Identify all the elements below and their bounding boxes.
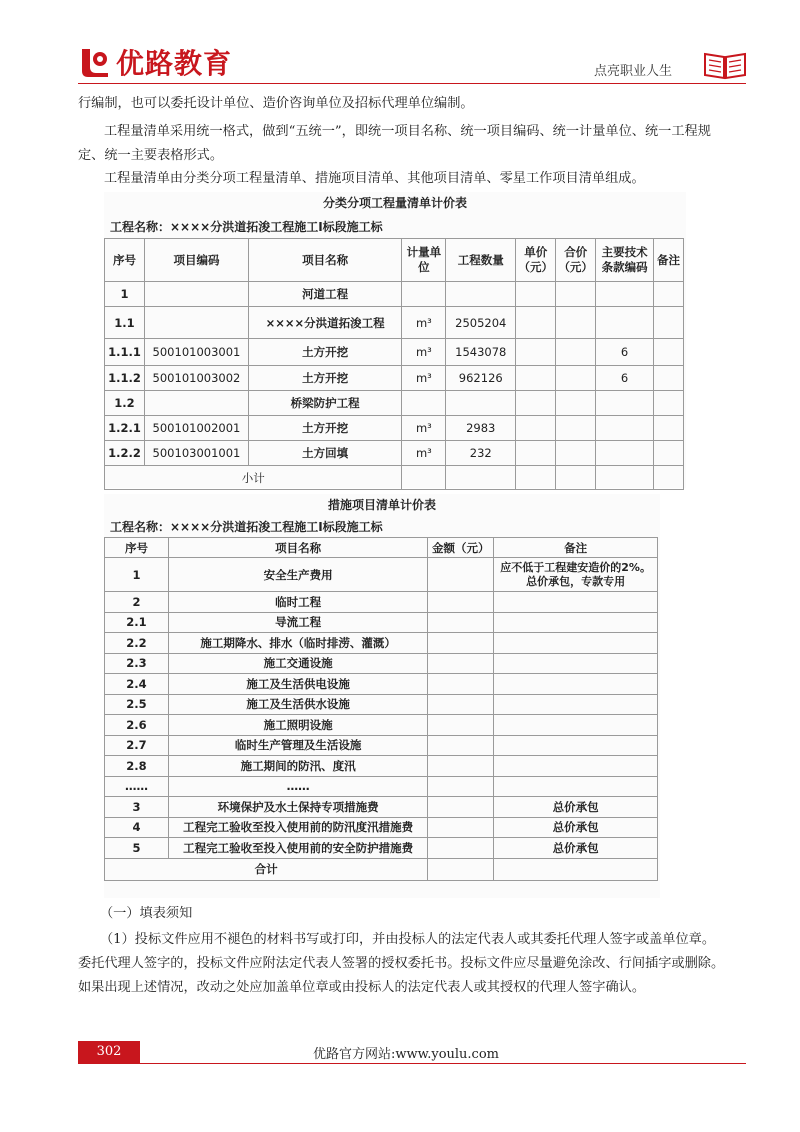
table1-header-cell: 项目名称 xyxy=(248,239,401,282)
table2-row xyxy=(105,715,658,736)
table1-cell xyxy=(653,416,683,441)
table1-cell xyxy=(653,307,683,339)
table2-project-name: 工程名称：××××分洪道拓浚工程施工Ⅰ标段施工标 xyxy=(110,520,383,534)
table1-cell: 1543078 xyxy=(446,339,516,366)
table1-cell xyxy=(516,391,556,416)
table2-cell: 总价承包 xyxy=(494,797,658,818)
table2-cell xyxy=(494,612,658,633)
page-header xyxy=(0,0,800,90)
table1-cell xyxy=(556,282,596,307)
table2-cell xyxy=(494,592,658,613)
table1-cell xyxy=(516,339,556,366)
table1-row xyxy=(105,339,684,366)
table1-cell xyxy=(446,282,516,307)
table1-cell: 土方开挖 xyxy=(248,366,401,391)
table1-cell: 1.2.1 xyxy=(105,416,145,441)
table2-cell: 2.8 xyxy=(105,756,169,777)
paragraph-1: 行编制，也可以委托设计单位、造价咨询单位及招标代理单位编制。 xyxy=(78,96,474,111)
table1-cell: 桥梁防护工程 xyxy=(248,391,401,416)
table1-cell: 1.1.1 xyxy=(105,339,145,366)
table1-row xyxy=(105,416,684,441)
table2-cell: 安全生产费用 xyxy=(168,558,427,592)
table1-cell xyxy=(596,307,654,339)
table2-cell xyxy=(428,838,494,859)
table1-row xyxy=(105,441,684,466)
table1-cell xyxy=(144,391,248,416)
table1-cell: 1.1.2 xyxy=(105,366,145,391)
table2-cell xyxy=(428,674,494,695)
table2-header-cell: 金额（元） xyxy=(428,538,494,558)
table2-cell xyxy=(494,735,658,756)
table2-title: 措施项目清单计价表 xyxy=(327,498,436,512)
measures-table-image xyxy=(104,494,660,898)
table2-cell: 总价承包 xyxy=(494,838,658,859)
table2-cell: 工程完工验收至投入使用前的防汛度汛措施费 xyxy=(168,817,427,838)
table2-cell xyxy=(494,674,658,695)
table2-row xyxy=(105,756,658,777)
table2-cell: 导流工程 xyxy=(168,612,427,633)
table2-cell: 应不低于工程建安造价的2%。总价承包，专款专用 xyxy=(494,558,658,592)
table1-cell xyxy=(516,307,556,339)
table2-cell xyxy=(494,756,658,777)
table1-cell: m³ xyxy=(402,416,446,441)
table2-row xyxy=(105,633,658,654)
table1-cell xyxy=(556,307,596,339)
table2-cell: 2.3 xyxy=(105,653,169,674)
table1-cell: m³ xyxy=(402,339,446,366)
table1-cell xyxy=(144,282,248,307)
table1-cell: 河道工程 xyxy=(248,282,401,307)
table1-row xyxy=(105,307,684,339)
table1-cell: 962126 xyxy=(446,366,516,391)
table1-row xyxy=(105,366,684,391)
table1-cell xyxy=(556,366,596,391)
table2-cell: 4 xyxy=(105,817,169,838)
table2-total-row xyxy=(105,858,658,880)
table2-row xyxy=(105,674,658,695)
table1-cell: 232 xyxy=(446,441,516,466)
table2-cell xyxy=(428,694,494,715)
table2-cell: 施工及生活供水设施 xyxy=(168,694,427,715)
table2-cell: 施工及生活供电设施 xyxy=(168,674,427,695)
table2-cell: …… xyxy=(105,776,169,797)
table1-cell xyxy=(556,391,596,416)
table1-header-cell: 序号 xyxy=(105,239,145,282)
table1-header-cell: 备注 xyxy=(653,239,683,282)
table1-cell xyxy=(556,339,596,366)
table2-cell xyxy=(428,715,494,736)
table2-cell xyxy=(428,558,494,592)
table2-cell: 环境保护及水土保持专项措施费 xyxy=(168,797,427,818)
table2-row xyxy=(105,797,658,818)
table1-cell: 6 xyxy=(596,366,654,391)
table1-cell xyxy=(516,416,556,441)
table2-row xyxy=(105,735,658,756)
open-book-icon xyxy=(703,48,747,80)
table2-row xyxy=(105,612,658,633)
table1-cell xyxy=(402,391,446,416)
table1-row xyxy=(105,282,684,307)
table2-cell xyxy=(428,797,494,818)
table1-cell xyxy=(596,282,654,307)
table2-total-label: 合计 xyxy=(105,858,428,880)
table2-cell xyxy=(494,633,658,654)
table1-cell xyxy=(653,441,683,466)
table1-project-name: 工程名称：××××分洪道拓浚工程施工Ⅰ标段施工标 xyxy=(110,220,383,234)
paragraph-3: 工程量清单由分类分项工程量清单、措施项目清单、其他项目清单、零星工作项目清单组成。 xyxy=(104,171,645,186)
table1-cell xyxy=(516,441,556,466)
table2-cell: 2.1 xyxy=(105,612,169,633)
table2-row xyxy=(105,592,658,613)
table1-header-cell: 工程数量 xyxy=(446,239,516,282)
table1-cell: 2505204 xyxy=(446,307,516,339)
brand-logo xyxy=(78,44,232,80)
table2-cell xyxy=(494,694,658,715)
table2-row xyxy=(105,817,658,838)
measures-table xyxy=(104,537,658,881)
table1-cell xyxy=(516,366,556,391)
table1-cell: 500103001001 xyxy=(144,441,248,466)
table1-cell xyxy=(596,441,654,466)
youlu-logo-icon xyxy=(78,45,112,79)
table2-header-cell: 项目名称 xyxy=(168,538,427,558)
table1-cell xyxy=(516,282,556,307)
table2-cell: 2 xyxy=(105,592,169,613)
table1-cell: 1.1 xyxy=(105,307,145,339)
table2-cell: 临时工程 xyxy=(168,592,427,613)
table2-cell: 工程完工验收至投入使用前的安全防护措施费 xyxy=(168,838,427,859)
table1-cell: 土方开挖 xyxy=(248,339,401,366)
table1-cell: 6 xyxy=(596,339,654,366)
table2-cell xyxy=(428,776,494,797)
table2-row xyxy=(105,653,658,674)
table2-row xyxy=(105,838,658,859)
table1-cell: 1 xyxy=(105,282,145,307)
table1-cell xyxy=(402,282,446,307)
table2-cell xyxy=(494,653,658,674)
table2-cell xyxy=(494,715,658,736)
table2-cell: 2.7 xyxy=(105,735,169,756)
table1-cell: 500101003001 xyxy=(144,339,248,366)
table2-cell xyxy=(428,735,494,756)
table2-row xyxy=(105,694,658,715)
table1-cell xyxy=(653,391,683,416)
table1-cell xyxy=(556,441,596,466)
table1-header-row xyxy=(105,239,684,282)
footer-website: 优路官方网站:www.youlu.com xyxy=(313,1047,499,1062)
table2-cell: 2.2 xyxy=(105,633,169,654)
table1-cell: m³ xyxy=(402,366,446,391)
table1-header-cell: 单价（元） xyxy=(516,239,556,282)
table2-cell: 施工照明设施 xyxy=(168,715,427,736)
table2-cell: 1 xyxy=(105,558,169,592)
table2-cell: 施工交通设施 xyxy=(168,653,427,674)
table1-subtotal-label: 小计 xyxy=(105,466,402,490)
footer-divider xyxy=(78,1063,746,1064)
paragraph-2: 工程量清单采用统一格式，做到“五统一”，即统一项目名称、统一项目编码、统一计量单位、统一工程规定、统一主要表格形式。 xyxy=(78,124,711,163)
table1-cell xyxy=(556,416,596,441)
table2-cell: 2.6 xyxy=(105,715,169,736)
bill-of-quantities-table xyxy=(104,238,684,490)
table2-cell: 总价承包 xyxy=(494,817,658,838)
table1-cell: 土方回填 xyxy=(248,441,401,466)
table1-cell xyxy=(144,307,248,339)
table2-header-cell: 备注 xyxy=(494,538,658,558)
table1-cell: 500101002001 xyxy=(144,416,248,441)
table1-cell: m³ xyxy=(402,441,446,466)
table2-header-row xyxy=(105,538,658,558)
table1-cell: m³ xyxy=(402,307,446,339)
table2-cell: 施工期降水、排水（临时排涝、灌溉） xyxy=(168,633,427,654)
table1-cell xyxy=(653,282,683,307)
table2-cell xyxy=(428,633,494,654)
table2-cell xyxy=(494,776,658,797)
table1-header-cell: 计量单位 xyxy=(402,239,446,282)
table1-cell xyxy=(653,339,683,366)
table2-cell xyxy=(428,817,494,838)
table2-cell: 5 xyxy=(105,838,169,859)
table1-cell: 土方开挖 xyxy=(248,416,401,441)
bill-of-quantities-table-image xyxy=(104,192,686,488)
table2-cell xyxy=(428,756,494,777)
table1-row xyxy=(105,391,684,416)
table2-cell: 2.5 xyxy=(105,694,169,715)
table1-cell xyxy=(596,416,654,441)
table1-header-cell: 合价（元） xyxy=(556,239,596,282)
table2-cell: 施工期间的防汛、度汛 xyxy=(168,756,427,777)
table2-cell xyxy=(428,653,494,674)
table2-cell xyxy=(428,592,494,613)
notes-item-1: （1）投标文件应用不褪色的材料书写或打印，并由投标人的法定代表人或其委托代理人签字或盖单位章。委托代理人签字的，投标文件应附法定代表人签署的授权委托书。投标文件应尽量避免涂改、行间插字或删除。如果出现上述情况，改动之处应加盖单位章或由投标人的法定代表人或其授权的代理人签字确认。 xyxy=(78,932,725,995)
table1-cell: 500101003002 xyxy=(144,366,248,391)
table2-cell: …… xyxy=(168,776,427,797)
table1-cell xyxy=(596,391,654,416)
table1-title: 分类分项工程量清单计价表 xyxy=(322,196,467,210)
notes-heading: （一）填表须知 xyxy=(100,906,193,921)
table2-row xyxy=(105,558,658,592)
table1-cell xyxy=(653,366,683,391)
table1-cell: ××××分洪道拓浚工程 xyxy=(248,307,401,339)
table2-header-cell: 序号 xyxy=(105,538,169,558)
table1-cell: 2983 xyxy=(446,416,516,441)
header-slogan: 点亮职业人生 xyxy=(594,64,673,79)
table1-cell: 1.2 xyxy=(105,391,145,416)
page-number: 302 xyxy=(78,1041,140,1063)
table1-cell xyxy=(446,391,516,416)
table2-cell xyxy=(428,612,494,633)
table2-cell: 临时生产管理及生活设施 xyxy=(168,735,427,756)
table2-row xyxy=(105,776,658,797)
table1-header-cell: 项目编码 xyxy=(144,239,248,282)
header-divider xyxy=(78,83,746,84)
table2-cell: 2.4 xyxy=(105,674,169,695)
table1-subtotal-row xyxy=(105,466,684,490)
table1-header-cell: 主要技术条款编码 xyxy=(596,239,654,282)
table1-cell: 1.2.2 xyxy=(105,441,145,466)
table2-cell: 3 xyxy=(105,797,169,818)
brand-name: 优路教育 xyxy=(116,47,233,80)
